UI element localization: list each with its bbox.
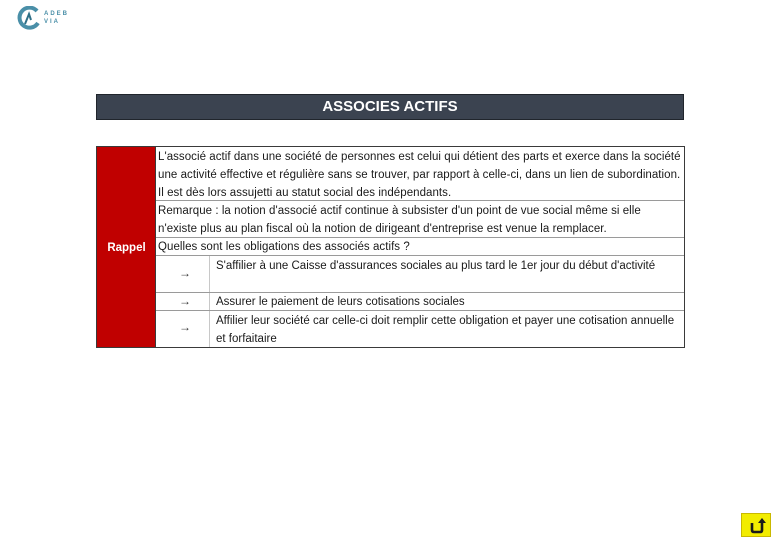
- page-title: ASSOCIES ACTIFS: [96, 94, 684, 120]
- back-button[interactable]: [741, 513, 771, 537]
- logo-text-line2: VIA: [44, 19, 61, 25]
- arrow-cell: [156, 293, 210, 310]
- logo-text-line1: ADEB: [44, 11, 70, 17]
- return-arrow-icon: [748, 517, 766, 534]
- question-row: [156, 238, 684, 256]
- definition-text: L'associé actif dans une société de personnes est celui qui détient des parts et exerce dans la société une activité effective et régulière sans se trouver, par rapport à celle-ci, dans un lien de subordination. Il est dès lors assujetti au statut social des indépendants.: [158, 151, 681, 199]
- obligation-row: [156, 256, 684, 293]
- arrow-icon: →: [179, 294, 191, 308]
- company-logo: [17, 6, 75, 36]
- remark-text: Remarque : la notion d'associé actif continue à subsister d'un point de vue social même si elle n'existe plus au plan fiscal où la notion de dirigeant d'entreprise est venue la remplacer.: [158, 205, 641, 235]
- question-text: Quelles sont les obligations des associés actifs ?: [158, 241, 410, 253]
- remark-row: [156, 201, 684, 238]
- side-label: Rappel: [107, 242, 146, 254]
- obligation-text: Assurer le paiement de leurs cotisations sociales: [216, 296, 465, 308]
- logo-mark-icon: [17, 6, 41, 30]
- obligation-text: Affilier leur société car celle-ci doit remplir cette obligation et payer une cotisation annuelle et forfaitaire: [216, 315, 675, 345]
- table-content: [156, 147, 684, 347]
- definition-row: [156, 147, 684, 201]
- obligation-row: [156, 293, 684, 311]
- rappel-table: [96, 146, 685, 348]
- side-cell: [97, 147, 156, 347]
- obligation-row: [156, 311, 684, 347]
- arrow-cell: [156, 256, 210, 292]
- arrow-cell: [156, 311, 210, 347]
- arrow-icon: →: [179, 266, 191, 280]
- logo-wordmark: [44, 10, 69, 26]
- arrow-icon: →: [179, 320, 191, 334]
- obligation-text: S'affilier à une Caisse d'assurances sociales au plus tard le 1er jour du début d'activité: [216, 260, 656, 272]
